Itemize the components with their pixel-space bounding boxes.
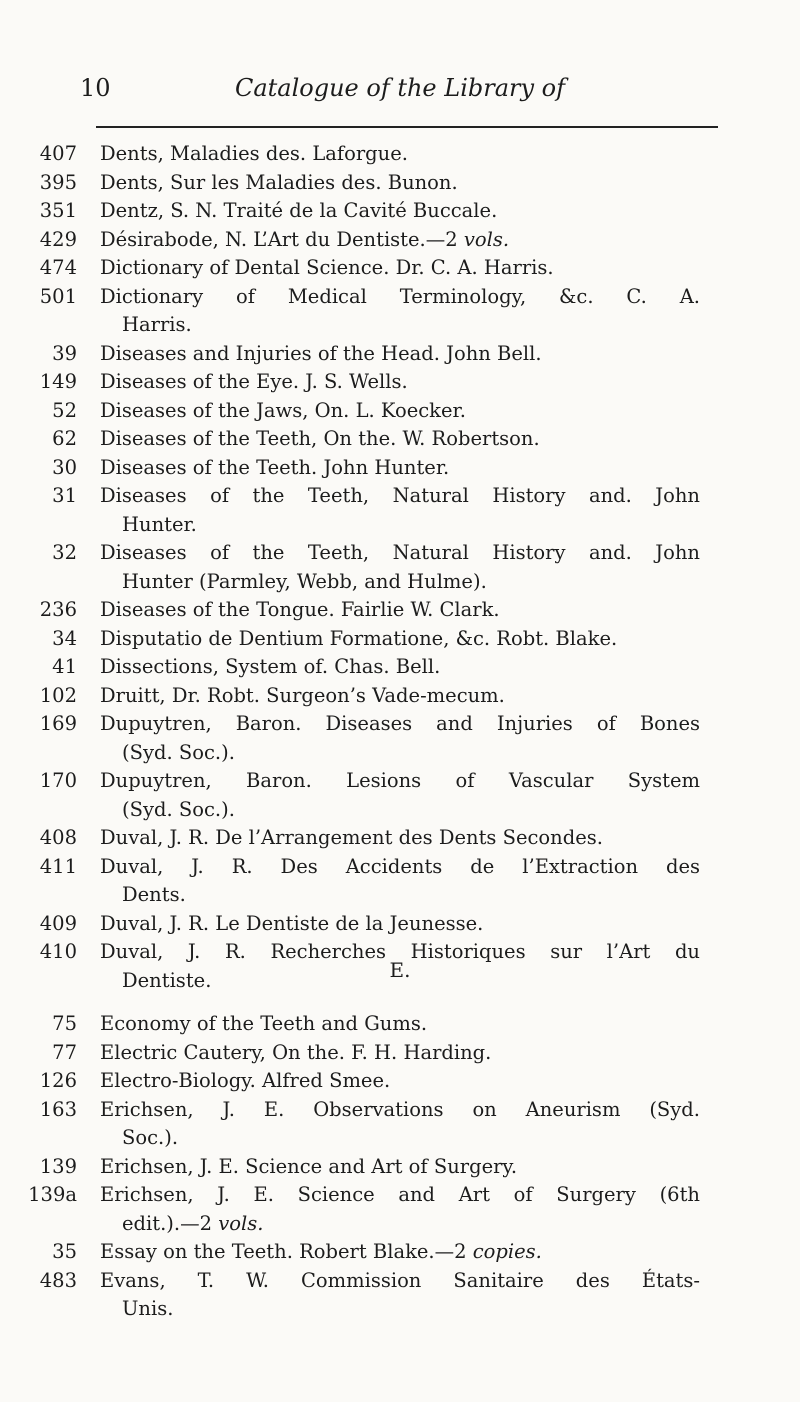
catalogue-entry (0, 368, 800, 397)
catalogue-entry (0, 625, 800, 654)
catalogue-section-e (0, 1010, 800, 1324)
entry-line: Diseases of the Teeth, Natural History and. John (100, 541, 700, 564)
header-rule (96, 126, 718, 128)
entry-line: Dentiste. (122, 968, 212, 992)
catalogue-entry (0, 1181, 800, 1238)
entry-line: Dents. (122, 883, 186, 906)
entry-line: Diseases of the Eye. J. S. Wells. (100, 370, 408, 393)
catalogue-entry (0, 653, 800, 682)
entry-line: Dictionary of Medical Terminology, &c. C. A. (100, 284, 700, 308)
catalogue-section-d (0, 140, 800, 995)
entry-line: Economy of the Teeth and Gums. (100, 1012, 428, 1035)
catalogue-entry (0, 283, 800, 340)
catalogue-entry (0, 853, 800, 910)
catalogue-entry (0, 824, 800, 853)
catalogue-entry (0, 1039, 800, 1068)
entry-line: Désirabode, N. L’Art du Dentiste.—2 vols. (100, 227, 510, 251)
entry-title (100, 1039, 700, 1068)
entry-number: 32 (52, 541, 77, 564)
entry-line: Diseases and Injuries of the Head. John Bell. (100, 341, 542, 365)
entry-line: Druitt, Dr. Robt. Surgeon’s Vade-mecum. (100, 683, 505, 707)
entry-number: 407 (39, 142, 77, 165)
catalogue-entry (0, 169, 800, 198)
entry-number: 75 (52, 1012, 77, 1035)
entry-title (100, 397, 700, 426)
entry-number: 169 (39, 712, 77, 735)
entry-title (100, 625, 700, 654)
catalogue-entry (0, 197, 800, 226)
catalogue-entry (0, 454, 800, 483)
entry-title (100, 1010, 700, 1039)
entry-number: 429 (39, 227, 77, 251)
entry-title (100, 1238, 700, 1267)
catalogue-entry (0, 397, 800, 426)
entry-line: Diseases of the Jaws, On. L. Koecker. (100, 398, 466, 422)
entry-number: 409 (39, 911, 77, 935)
entry-line: Duval, J. R. Des Accidents de l’Extraction des (100, 854, 700, 878)
entry-number: 35 (52, 1240, 77, 1263)
page-header (0, 64, 800, 104)
entry-title (100, 340, 700, 369)
entry-line: Dissections, System of. Chas. Bell. (100, 655, 441, 678)
entry-title (100, 254, 700, 283)
entry-line: Hunter (Parmley, Webb, and Hulme). (122, 569, 487, 593)
entry-title (100, 169, 700, 198)
entry-number: 139a (28, 1183, 77, 1206)
entry-line: Diseases of the Teeth, On the. W. Robertson. (100, 427, 540, 450)
entry-title (100, 425, 700, 454)
catalogue-entry (0, 1238, 800, 1267)
entry-title (100, 910, 700, 939)
entry-title (100, 1067, 700, 1096)
entry-line: Dents, Maladies des. Laforgue. (100, 142, 408, 165)
entry-title (100, 226, 700, 255)
entry-line: Hunter. (122, 512, 197, 536)
catalogue-entry (0, 254, 800, 283)
entry-number: 34 (52, 626, 77, 650)
entry-number: 30 (52, 455, 77, 479)
catalogue-entry (0, 539, 800, 596)
entry-line: Duval, J. R. Recherches Historiques sur l’Art du (100, 940, 700, 963)
catalogue-entry (0, 767, 800, 824)
entry-number: 149 (39, 370, 77, 393)
catalogue-entry (0, 1010, 800, 1039)
catalogue-entry (0, 1153, 800, 1182)
entry-number: 170 (39, 769, 77, 792)
entry-title (100, 1153, 700, 1182)
entry-number: 52 (52, 398, 77, 422)
entry-number: 408 (39, 826, 77, 849)
entry-number: 126 (39, 1069, 77, 1092)
entry-line: Evans, T. W. Commission Sanitaire des États- (100, 1268, 700, 1292)
entry-title (100, 1096, 700, 1153)
entry-title (100, 653, 700, 682)
entry-line: Dents, Sur les Maladies des. Bunon. (100, 170, 458, 194)
entry-title (100, 682, 700, 711)
catalogue-entry (0, 1267, 800, 1324)
entry-title (100, 1181, 700, 1238)
entry-title (100, 283, 700, 340)
entry-line: (Syd. Soc.). (122, 740, 235, 764)
catalogue-entry (0, 596, 800, 625)
catalogue-entry (0, 226, 800, 255)
entry-title (100, 539, 700, 596)
entry-line: Unis. (122, 1297, 174, 1320)
catalogue-entry (0, 910, 800, 939)
entry-line: Electro-Biology. Alfred Smee. (100, 1069, 391, 1092)
entry-number: 102 (39, 683, 77, 707)
entry-line: Dictionary of Dental Science. Dr. C. A. Harris. (100, 256, 554, 279)
entry-number: 474 (39, 256, 77, 279)
entry-title (100, 1267, 700, 1324)
entry-line: Disputatio de Dentium Formatione, &c. Robt. Blake. (100, 626, 618, 650)
entry-line: Duval, J. R. De l’Arrangement des Dents Secondes. (100, 826, 603, 849)
entry-number: 139 (39, 1154, 77, 1178)
entry-line: edit.).—2 vols. (122, 1211, 264, 1235)
entry-title (100, 767, 700, 824)
entry-line: Diseases of the Teeth, Natural History and. John (100, 484, 700, 507)
page-number: 10 (80, 74, 111, 102)
entry-number: 410 (39, 940, 77, 963)
entry-line: Soc.). (122, 1126, 179, 1149)
letter-heading-e: E. (389, 958, 411, 982)
entry-number: 62 (52, 427, 77, 450)
entry-title (100, 710, 700, 767)
catalogue-entry (0, 140, 800, 169)
entry-title (100, 824, 700, 853)
entry-line: Electric Cautery, On the. F. H. Harding. (100, 1040, 492, 1064)
entry-number: 236 (39, 598, 77, 621)
entry-number: 41 (52, 655, 77, 678)
catalogue-entry (0, 1067, 800, 1096)
entry-line: Dentz, S. N. Traité de la Cavité Buccale. (100, 199, 498, 222)
catalogue-entry (0, 482, 800, 539)
entry-title (100, 454, 700, 483)
entry-line: (Syd. Soc.). (122, 797, 235, 821)
entry-number: 395 (39, 170, 77, 194)
entry-line: Dupuytren, Baron. Diseases and Injuries of Bones (100, 712, 700, 735)
entry-number: 31 (52, 484, 77, 507)
entry-line: Duval, J. R. Le Dentiste de la Jeunesse. (100, 911, 484, 935)
catalogue-entry (0, 340, 800, 369)
entry-line: Harris. (122, 313, 192, 336)
entry-number: 351 (39, 199, 77, 222)
entry-title (100, 853, 700, 910)
catalogue-entry (0, 1096, 800, 1153)
entry-title (100, 368, 700, 397)
entry-line: Erichsen, J. E. Science and Art of Surgery. (100, 1154, 518, 1178)
entry-number: 163 (39, 1097, 77, 1121)
running-title: Catalogue of the Library of (234, 74, 566, 102)
entry-line: Dupuytren, Baron. Lesions of Vascular System (100, 769, 700, 792)
entry-number: 501 (39, 284, 77, 308)
entry-line: Essay on the Teeth. Robert Blake.—2 copies. (100, 1240, 542, 1263)
entry-line: Diseases of the Tongue. Fairlie W. Clark. (100, 598, 500, 621)
entry-title (100, 140, 700, 169)
entry-title (100, 482, 700, 539)
entry-number: 39 (52, 341, 77, 365)
entry-title (100, 596, 700, 625)
entry-line: Diseases of the Teeth. John Hunter. (100, 455, 450, 479)
entry-title (100, 197, 700, 226)
entry-number: 483 (39, 1268, 77, 1292)
entry-line: Erichsen, J. E. Observations on Aneurism (Syd. (100, 1097, 700, 1121)
catalogue-entry (0, 682, 800, 711)
catalogue-entry (0, 425, 800, 454)
catalogue-entry (0, 710, 800, 767)
entry-number: 411 (39, 854, 77, 878)
entry-number: 77 (52, 1040, 77, 1064)
entry-line: Erichsen, J. E. Science and Art of Surgery (6th (100, 1183, 700, 1206)
